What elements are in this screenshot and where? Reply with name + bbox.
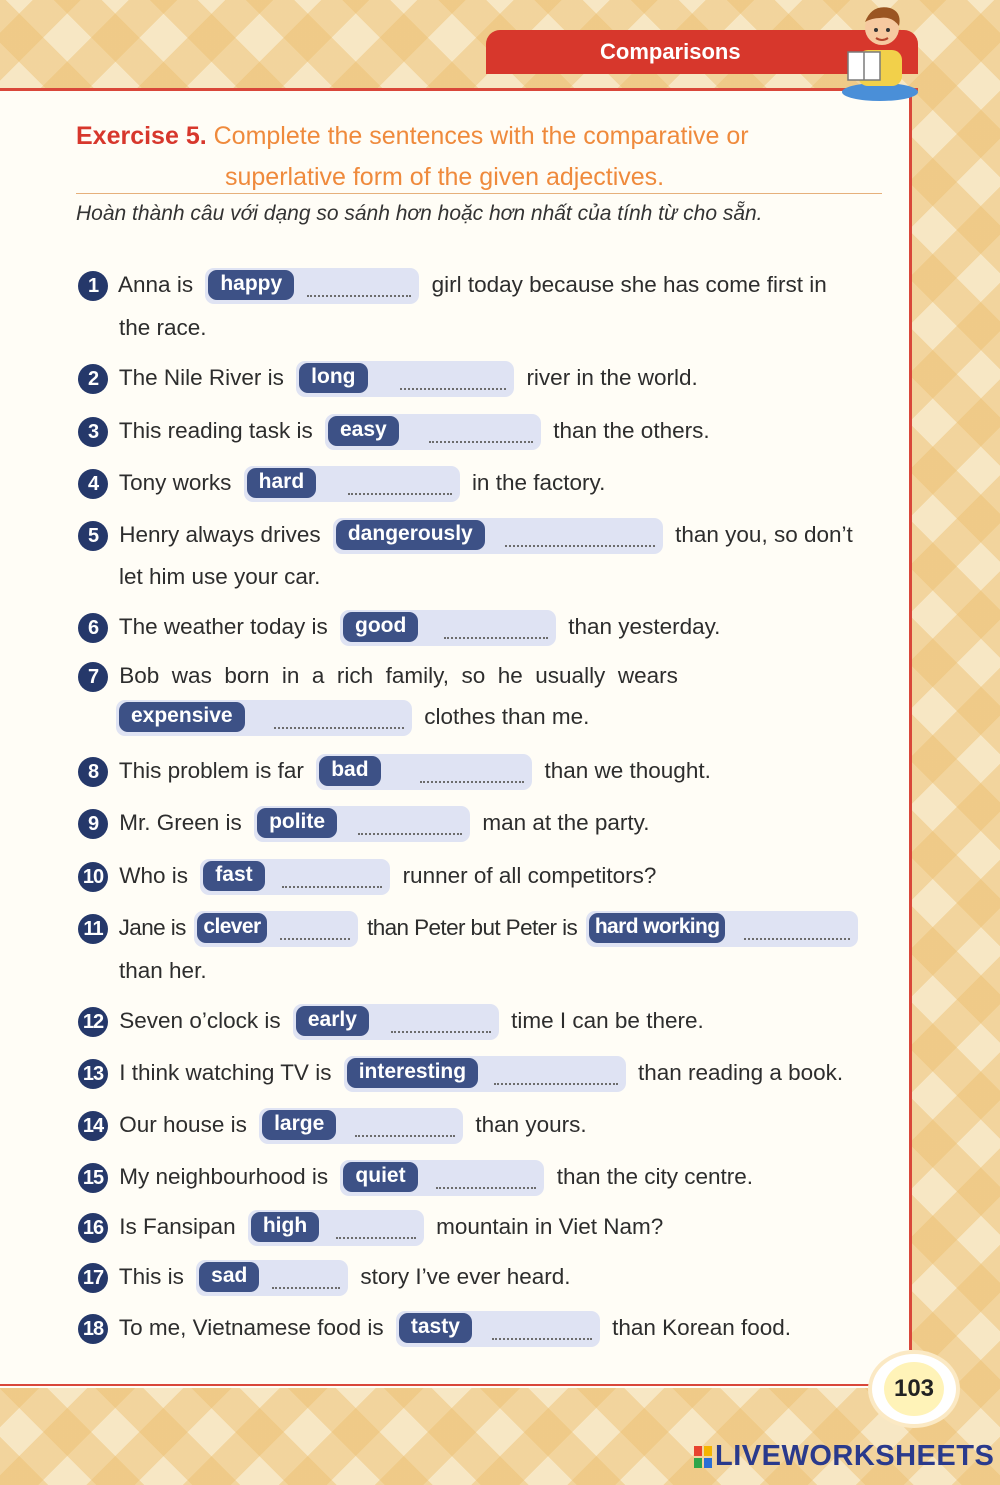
- answer-blank[interactable]: [248, 1210, 424, 1246]
- adjective-chip: long: [299, 363, 367, 393]
- question-text: Mr. Green is: [119, 809, 242, 835]
- question-row: [78, 466, 605, 502]
- question-text: than yours.: [475, 1111, 587, 1137]
- answer-blank[interactable]: [586, 911, 858, 947]
- dotted-line: [429, 439, 533, 443]
- question-continuation: let him use your car.: [119, 564, 321, 589]
- dotted-line: [280, 936, 350, 940]
- question-text: Seven o’clock is: [119, 1007, 281, 1033]
- question-row: [78, 806, 650, 842]
- adjective-chip: quiet: [343, 1162, 417, 1192]
- dotted-line: [355, 1133, 455, 1137]
- answer-blank[interactable]: [116, 700, 412, 736]
- adjective-chip: dangerously: [336, 520, 485, 550]
- dotted-line: [505, 543, 655, 547]
- question-number: 15: [78, 1163, 108, 1193]
- brand-text: LIVEWORKSHEETS: [715, 1440, 995, 1472]
- answer-blank[interactable]: [194, 911, 358, 947]
- dotted-line: [358, 831, 462, 835]
- question-text: I think watching TV is: [119, 1059, 332, 1085]
- question-text: than yesterday.: [568, 613, 721, 639]
- question-row: [78, 1108, 587, 1144]
- dotted-line: [336, 1235, 416, 1239]
- question-row: [78, 1004, 704, 1040]
- right-border: [909, 88, 912, 1350]
- adjective-chip: hard: [247, 468, 317, 498]
- dotted-line: [494, 1081, 618, 1085]
- exercise-heading: [76, 116, 886, 198]
- exercise-label: Exercise 5.: [76, 122, 207, 150]
- adjective-chip: polite: [257, 808, 337, 838]
- question-text: Bob was born in a rich family, so he usually wears: [119, 662, 678, 688]
- answer-blank[interactable]: [316, 754, 532, 790]
- question-text: My neighbourhood is: [119, 1163, 329, 1189]
- question-number: 14: [78, 1111, 108, 1141]
- question-number: 13: [78, 1059, 108, 1089]
- adjective-chip: high: [251, 1212, 319, 1242]
- question-text: in the factory.: [471, 469, 606, 495]
- adjective-chip: sad: [199, 1262, 259, 1292]
- answer-blank[interactable]: [200, 859, 390, 895]
- question-text: clothes than me.: [424, 703, 590, 729]
- answer-blank[interactable]: [296, 361, 514, 397]
- section-title: Comparisons: [600, 39, 741, 64]
- question-text: This reading task is: [118, 417, 313, 443]
- dotted-line: [391, 1029, 491, 1033]
- question-text: runner of all competitors?: [402, 862, 657, 888]
- question-row: [78, 859, 656, 895]
- question-row: [78, 268, 827, 304]
- question-text: man at the party.: [482, 809, 650, 835]
- top-divider: [0, 88, 918, 91]
- question-number: 9: [78, 809, 108, 839]
- question-text: than the others.: [553, 417, 710, 443]
- question-text: This is: [118, 1263, 184, 1289]
- answer-blank[interactable]: [205, 268, 419, 304]
- question-number: 11: [78, 914, 108, 944]
- question-text: river in the world.: [526, 364, 698, 390]
- question-row: [78, 1210, 663, 1246]
- question-text: than Peter but Peter is: [367, 914, 578, 940]
- answer-blank[interactable]: [254, 806, 470, 842]
- heading-rule: [76, 193, 882, 194]
- dotted-line: [348, 491, 452, 495]
- answer-blank[interactable]: [333, 518, 663, 554]
- question-number: 18: [78, 1314, 108, 1344]
- answer-blank[interactable]: [196, 1260, 348, 1296]
- question-text: girl today because she has come first in: [431, 271, 827, 297]
- answer-blank[interactable]: [344, 1056, 626, 1092]
- dotted-line: [274, 725, 404, 729]
- question-continuation: the race.: [119, 315, 207, 340]
- question-row: [78, 414, 710, 450]
- dotted-line: [400, 386, 506, 390]
- question-text: The weather today is: [118, 613, 328, 639]
- question-continuation: than her.: [119, 958, 207, 983]
- dotted-line: [444, 635, 548, 639]
- question-text: than you, so don’t: [675, 521, 853, 547]
- answer-blank[interactable]: [259, 1108, 463, 1144]
- liveworksheets-grid-icon: [694, 1446, 712, 1468]
- question-row: [78, 361, 698, 397]
- question-row: [78, 1260, 571, 1296]
- question-row: [78, 911, 861, 947]
- answer-blank[interactable]: [325, 414, 541, 450]
- adjective-chip: tasty: [399, 1313, 472, 1343]
- question-text: time I can be there.: [511, 1007, 704, 1033]
- question-row: [78, 754, 711, 790]
- answer-blank[interactable]: [293, 1004, 499, 1040]
- adjective-chip: good: [343, 612, 418, 642]
- adjective-chip: early: [296, 1006, 369, 1036]
- question-text: Our house is: [119, 1111, 247, 1137]
- question-row: [78, 518, 853, 554]
- page-number-badge: [872, 1354, 956, 1424]
- question-number: 1: [78, 271, 108, 301]
- question-number: 4: [78, 469, 108, 499]
- adjective-chip: fast: [203, 861, 264, 891]
- adjective-chip: happy: [208, 270, 294, 300]
- answer-blank[interactable]: [340, 1160, 544, 1196]
- exercise-title-line1: Complete the sentences with the comparative or: [213, 122, 749, 150]
- question-text: To me, Vietnamese food is: [118, 1314, 384, 1340]
- question-text: Is Fansipan: [119, 1213, 236, 1239]
- question-text: than Korean food.: [612, 1314, 792, 1340]
- dotted-line: [307, 293, 411, 297]
- question-text: story I’ve ever heard.: [360, 1263, 571, 1289]
- bottom-divider: [0, 1384, 870, 1386]
- adjective-chip: bad: [319, 756, 380, 786]
- adjective-chip: easy: [328, 416, 399, 446]
- question-number: 12: [78, 1007, 108, 1037]
- reading-boy-illustration: [832, 0, 922, 104]
- answer-blank[interactable]: [396, 1311, 600, 1347]
- question-text: than we thought.: [544, 757, 711, 783]
- question-number: 3: [78, 417, 108, 447]
- answer-blank[interactable]: [244, 466, 460, 502]
- question-text: than reading a book.: [637, 1059, 844, 1085]
- question-number: 5: [78, 521, 108, 551]
- question-text: Tony works: [118, 469, 232, 495]
- dotted-line: [282, 884, 382, 888]
- dotted-line: [272, 1285, 340, 1289]
- dotted-line: [744, 936, 850, 940]
- exercise-subtitle: Hoàn thành câu với dạng so sánh hơn hoặc hơn nhất của tính từ cho sẵn.: [76, 202, 763, 225]
- exercise-title-line2: superlative form of the given adjectives.: [225, 163, 665, 191]
- question-row: [78, 1311, 791, 1347]
- question-text: Who is: [119, 862, 189, 888]
- question-text: This problem is far: [118, 757, 304, 783]
- question-row: [78, 1056, 843, 1092]
- question-text: Anna is: [118, 271, 194, 297]
- question-row: [78, 1160, 753, 1196]
- question-text: mountain in Viet Nam?: [436, 1213, 664, 1239]
- question-number: 17: [78, 1263, 108, 1293]
- adjective-chip: hard working: [589, 913, 726, 943]
- dotted-line: [436, 1185, 536, 1189]
- question-number: 6: [78, 613, 108, 643]
- question-row: [78, 610, 720, 646]
- question-number: 2: [78, 364, 108, 394]
- adjective-chip: clever: [197, 913, 266, 943]
- question-text: Jane is: [118, 914, 186, 940]
- dotted-line: [492, 1336, 592, 1340]
- question-number: 7: [78, 662, 108, 692]
- adjective-chip: interesting: [347, 1058, 478, 1088]
- question-text: than the city centre.: [556, 1163, 754, 1189]
- adjective-chip: large: [262, 1110, 336, 1140]
- question-number: 10: [78, 862, 108, 892]
- dotted-line: [420, 779, 524, 783]
- adjective-chip: expensive: [119, 702, 245, 732]
- question-row: [78, 662, 678, 692]
- page-number: 103: [884, 1362, 944, 1416]
- answer-blank[interactable]: [340, 610, 556, 646]
- question-text: Henry always drives: [119, 521, 321, 547]
- question-number: 8: [78, 757, 108, 787]
- question-number: 16: [78, 1213, 108, 1243]
- question-continuation: [116, 700, 589, 736]
- liveworksheets-logo: [694, 1440, 994, 1473]
- question-text: The Nile River is: [118, 364, 284, 390]
